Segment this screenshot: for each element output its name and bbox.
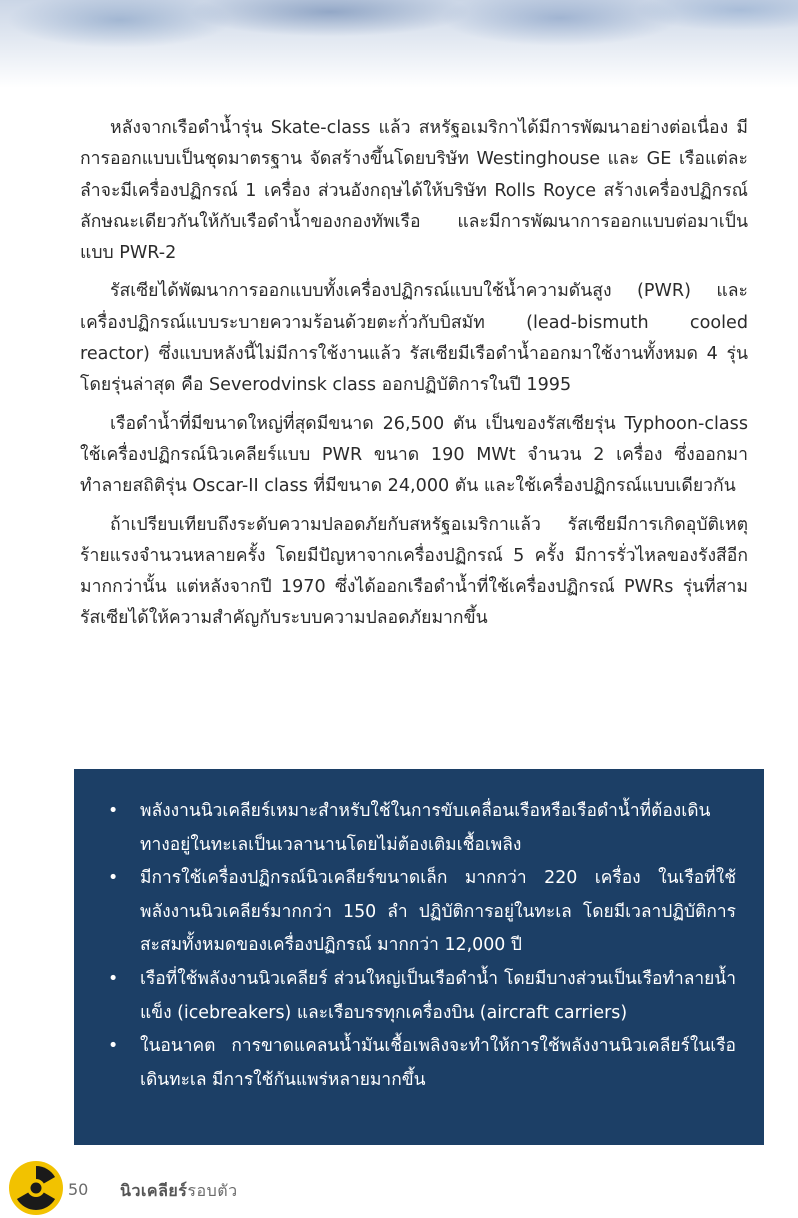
bullet-item-1: • พลังงานนิวเคลียร์เหมาะสำหรับใช้ในการขับเคลื่อนเรือหรือเรือดำน้ำที่ต้องเดินทางอยู่ในทะเลเป็นเวลานานโดยไม่ต้องเติมเชื้อเพลิง bbox=[140, 795, 736, 862]
page-footer bbox=[0, 1158, 798, 1218]
sky-header-image bbox=[0, 0, 798, 88]
radiation-icon bbox=[8, 1160, 64, 1216]
bullet-item-4: • ในอนาคต การขาดแคลนน้ำมันเชื้อเพลิงจะทำให้การใช้พลังงานนิวเคลียร์ในเรือเดินทะเล มีการใช้กันแพร่หลายมากขึ้น bbox=[140, 1030, 736, 1097]
paragraph-2: รัสเซียได้พัฒนาการออกแบบทั้งเครื่องปฏิกรณ์แบบใช้น้ำความดันสูง (PWR) และ เครื่องปฏิกรณ์แบบระบายความร้อนด้วยตะกั่วกับบิสมัท (lead-bismuth cooled reactor) ซึ่งแบบหลังนี้ไม่มีการใช้งานแล้ว รัสเซียมีเรือดำน้ำออกมาใช้งานทั้งหมด 4 รุ่น โดยรุ่นล่าสุด คือ Severodvinsk class ออกปฏิบัติการในปี 1995 bbox=[80, 281, 748, 396]
body-text bbox=[80, 113, 748, 642]
paragraph-1: หลังจากเรือดำน้ำรุ่น Skate-class แล้ว สหรัฐอเมริกาได้มีการพัฒนาอย่างต่อเนื่อง มีการออกแบบเป็นชุดมาตรฐาน จัดสร้างขึ้นโดยบริษัท Westinghouse และ GE เรือแต่ละลำจะมีเครื่องปฏิกรณ์ 1 เครื่อง ส่วนอังกฤษได้ให้บริษัท Rolls Royce สร้างเครื่องปฏิกรณ์ลักษณะเดียวกันให้กับเรือดำน้ำของกองทัพเรือ และมีการพัฒนาการออกแบบต่อมาเป็นแบบ PWR-2 bbox=[80, 118, 748, 264]
summary-box bbox=[74, 769, 764, 1145]
paragraph-3: เรือดำน้ำที่มีขนาดใหญ่ที่สุดมีขนาด 26,500 ตัน เป็นของรัสเซียรุ่น Typhoon-class ใช้เครื่องปฏิกรณ์นิวเคลียร์แบบ PWR ขนาด 190 MWt จำนวน 2 เครื่อง ซึ่งออกมาทำลายสถิติรุ่น Oscar-II class ที่มีขนาด 24,000 ตัน และใช้เครื่องปฏิกรณ์แบบเดียวกัน bbox=[80, 413, 748, 497]
book-title-rest: รอบตัว bbox=[187, 1181, 238, 1200]
bullet-item-3: • เรือที่ใช้พลังงานนิวเคลียร์ ส่วนใหญ่เป็นเรือดำน้ำ โดยมีบางส่วนเป็นเรือทำลายน้ำแข็ง (icebreakers) และเรือบรรทุกเครื่องบิน (aircraft carriers) bbox=[140, 963, 736, 1030]
page-number: 50 bbox=[68, 1180, 89, 1199]
book-title bbox=[120, 1179, 238, 1204]
bullet-item-2: • มีการใช้เครื่องปฏิกรณ์นิวเคลียร์ขนาดเล็ก มากกว่า 220 เครื่อง ในเรือที่ใช้พลังงานนิวเคลียร์มากกว่า 150 ลำ ปฏิบัติการอยู่ในทะเล โดยมีเวลาปฏิบัติการสะสมทั้งหมดของเครื่องปฏิกรณ์ มากกว่า 12,000 ปี bbox=[140, 862, 736, 963]
paragraph-4: ถ้าเปรียบเทียบถึงระดับความปลอดภัยกับสหรัฐอเมริกาแล้ว รัสเซียมีการเกิดอุบัติเหตุร้ายแรงจำนวนหลายครั้ง โดยมีปัญหาจากเครื่องปฏิกรณ์ 5 ครั้ง มีการรั่วไหลของรังสีอีกมากกว่านั้น แต่หลังจากปี 1970 ซึ่งได้ออกเรือดำน้ำที่ใช้เครื่องปฏิกรณ์ PWRs รุ่นที่สาม รัสเซียได้ให้ความสำคัญกับระบบความปลอดภัยมากขึ้น bbox=[80, 514, 748, 629]
book-title-bold: นิวเคลียร์ bbox=[120, 1181, 188, 1200]
summary-bullet-list bbox=[74, 769, 764, 1097]
